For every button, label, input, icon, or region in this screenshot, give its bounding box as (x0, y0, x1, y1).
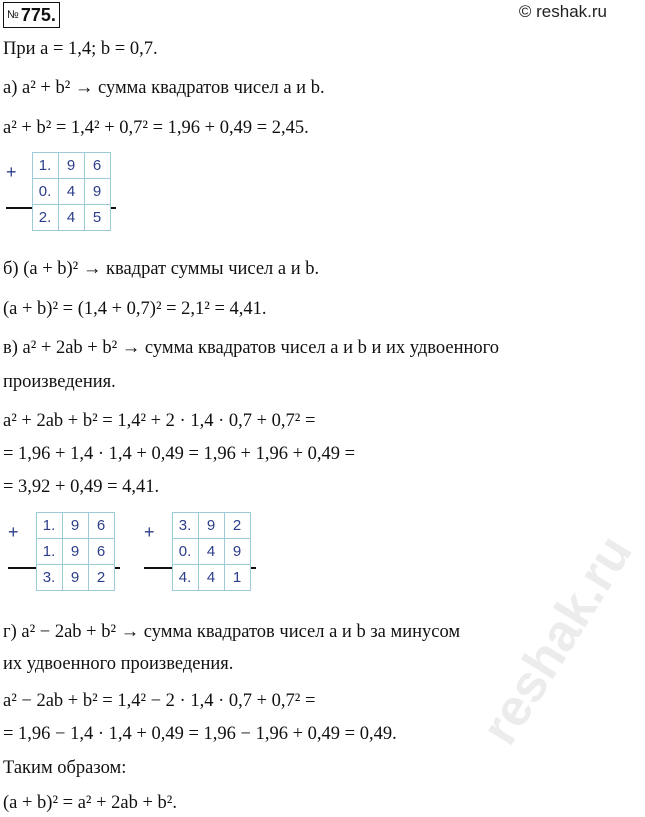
part-c-statement-cont: произведения. (3, 372, 116, 392)
digit-cell: 9 (84, 178, 111, 205)
part-a-calc: a² + b² = 1,4² + 0,7² = 1,96 + 0,49 = 2,45. (3, 118, 309, 138)
digit-cell: 6 (88, 512, 115, 539)
digit-cell: 9 (198, 512, 225, 539)
part-d-calc-1: a² − 2ab + b² = 1,4² − 2 · 1,4 · 0,7 + 0,7² = (3, 691, 316, 711)
conclusion-formula: (a + b)² = a² + 2ab + b². (3, 793, 177, 813)
digit-cell: 1. (32, 152, 59, 179)
digit-cell: 4 (58, 178, 85, 205)
digit-cell: 0. (172, 538, 199, 565)
part-c-calc-2: = 1,96 + 1,4 · 1,4 + 0,49 = 1,96 + 1,96 + 0,49 = (3, 444, 356, 464)
part-c-calc-3: = 3,92 + 0,49 = 4,41. (3, 477, 160, 497)
digit-cell: 9 (62, 512, 89, 539)
watermark: reshak.ru (470, 525, 644, 755)
part-d-statement-text: a² − 2ab + b² → сумма квадратов чисел a и b за минусом (21, 622, 461, 642)
part-a-label: а) (3, 78, 18, 98)
part-c-calc-1: a² + 2ab + b² = 1,4² + 2 · 1,4 · 0,7 + 0,7² = (3, 411, 316, 431)
part-a-statement (3, 76, 325, 100)
digit-cell: 5 (84, 204, 111, 231)
digit-cell: 3. (172, 512, 199, 539)
digit-cell: 4. (172, 564, 199, 591)
part-b-calc: (a + b)² = (1,4 + 0,7)² = 2,1² = 4,41. (3, 299, 267, 319)
digit-cell: 9 (62, 564, 89, 591)
digit-cell: 9 (62, 538, 89, 565)
digit-cell: 1 (224, 564, 251, 591)
column-sum-c1-grid (36, 512, 114, 590)
plus-sign: + (6, 162, 17, 182)
exercise-number (3, 2, 60, 28)
digit-cell: 2. (32, 204, 59, 231)
number-sign: № (7, 9, 19, 21)
digit-cell: 2 (224, 512, 251, 539)
part-a-statement-text: a² + b² → сумма квадратов чисел a и b. (22, 78, 325, 98)
part-c-label: в) (3, 338, 18, 358)
digit-cell: 6 (88, 538, 115, 565)
digit-cell: 2 (88, 564, 115, 591)
part-b-statement-text: (a + b)² → квадрат суммы чисел a и b. (23, 259, 320, 279)
digit-cell: 4 (198, 538, 225, 565)
part-c-statement (3, 336, 499, 360)
part-d-calc-2: = 1,96 − 1,4 · 1,4 + 0,49 = 1,96 − 1,96 + 0,49 = 0,49. (3, 724, 397, 744)
source-label: © reshak.ru (518, 2, 607, 21)
part-d-statement (3, 620, 460, 644)
plus-sign: + (8, 522, 19, 542)
digit-cell: 4 (58, 204, 85, 231)
digit-cell: 0. (32, 178, 59, 205)
exercise-number-value: 775. (20, 5, 56, 25)
part-b-statement (3, 257, 319, 281)
digit-cell: 4 (198, 564, 225, 591)
digit-cell: 6 (84, 152, 111, 179)
part-c-statement-text: a² + 2ab + b² → сумма квадратов чисел a и b и их удвоенного (22, 338, 500, 358)
part-d-label: г) (3, 622, 17, 642)
digit-cell: 9 (58, 152, 85, 179)
column-sum-a-grid (32, 152, 110, 230)
digit-cell: 1. (36, 538, 63, 565)
digit-cell: 1. (36, 512, 63, 539)
conclusion-text: Таким образом: (3, 758, 127, 778)
part-b-label: б) (3, 259, 19, 279)
part-d-statement-cont: их удвоенного произведения. (3, 654, 234, 674)
column-sum-c2-grid (172, 512, 250, 590)
intro-line: При a = 1,4; b = 0,7. (3, 39, 158, 59)
digit-cell: 3. (36, 564, 63, 591)
digit-cell: 9 (224, 538, 251, 565)
plus-sign: + (144, 522, 155, 542)
